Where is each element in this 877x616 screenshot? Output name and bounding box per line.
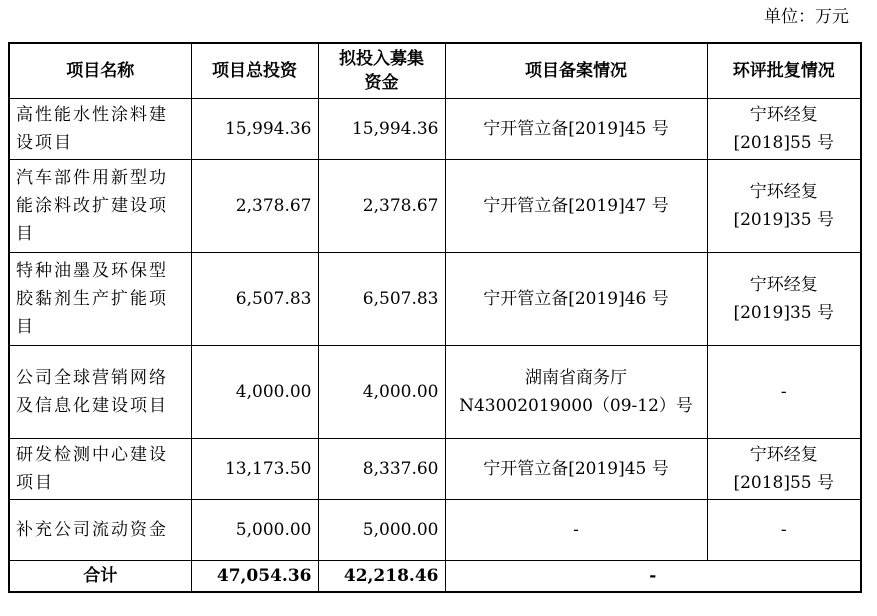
cell-raised-funds: 15,994.36 bbox=[318, 99, 445, 160]
cell-project-name: 研发检测中心建设项目 bbox=[9, 439, 191, 500]
table-row bbox=[9, 160, 861, 253]
cell-eia-line2: [2019]35 号 bbox=[733, 210, 835, 230]
total-row bbox=[9, 561, 861, 593]
cell-eia-line1: - bbox=[780, 520, 787, 540]
cell-raised-funds: 4,000.00 bbox=[318, 346, 445, 439]
header-total-investment: 项目总投资 bbox=[191, 43, 318, 99]
cell-eia-line2: [2018]55 号 bbox=[733, 133, 835, 153]
cell-filing bbox=[445, 346, 707, 439]
investment-projects-table bbox=[8, 42, 862, 593]
cell-project-name: 补充公司流动资金 bbox=[9, 500, 191, 561]
table-row bbox=[9, 346, 861, 439]
cell-eia bbox=[707, 253, 861, 346]
cell-total-investment: 5,000.00 bbox=[191, 500, 318, 561]
cell-eia bbox=[707, 500, 861, 561]
cell-eia bbox=[707, 346, 861, 439]
header-raised-funds-line1: 拟投入募集 bbox=[339, 49, 424, 69]
table-row bbox=[9, 439, 861, 500]
cell-filing bbox=[445, 500, 707, 561]
cell-filing bbox=[445, 253, 707, 346]
header-filing: 项目备案情况 bbox=[445, 43, 707, 99]
table-row bbox=[9, 253, 861, 346]
cell-eia-line2: [2019]35 号 bbox=[733, 303, 835, 323]
total-label: 合计 bbox=[9, 561, 191, 593]
cell-raised-funds: 8,337.60 bbox=[318, 439, 445, 500]
cell-filing-line2: N43002019000（09-12）号 bbox=[459, 396, 693, 416]
cell-project-name: 特种油墨及环保型胶黏剂生产扩能项目 bbox=[9, 253, 191, 346]
cell-eia-line1: 宁环经复 bbox=[749, 105, 818, 125]
header-eia: 环评批复情况 bbox=[707, 43, 861, 99]
cell-filing-line1: 宁开管立备[2019]46 号 bbox=[483, 289, 669, 309]
cell-eia-line2: [2018]55 号 bbox=[733, 473, 835, 493]
table-header-row bbox=[9, 43, 861, 99]
cell-filing-line1: 宁开管立备[2019]45 号 bbox=[483, 459, 669, 479]
header-raised-funds-line2: 资金 bbox=[364, 73, 399, 93]
cell-filing-line1: 宁开管立备[2019]45 号 bbox=[483, 119, 669, 139]
unit-label: 单位：万元 bbox=[764, 7, 849, 27]
cell-eia bbox=[707, 160, 861, 253]
cell-project-name: 公司全球营销网络及信息化建设项目 bbox=[9, 346, 191, 439]
cell-eia bbox=[707, 439, 861, 500]
cell-eia bbox=[707, 99, 861, 160]
cell-total-investment: 4,000.00 bbox=[191, 346, 318, 439]
cell-filing bbox=[445, 99, 707, 160]
cell-filing-line1: 湖南省商务厅 bbox=[525, 368, 627, 388]
header-raised-funds bbox=[318, 43, 445, 99]
cell-eia-line1: 宁环经复 bbox=[749, 445, 818, 465]
cell-filing-line1: 宁开管立备[2019]47 号 bbox=[483, 196, 669, 216]
cell-filing-line1: - bbox=[573, 520, 579, 540]
cell-filing bbox=[445, 439, 707, 500]
total-investment-sum: 47,054.36 bbox=[191, 561, 318, 593]
total-merged-cell: - bbox=[445, 561, 861, 593]
cell-total-investment: 2,378.67 bbox=[191, 160, 318, 253]
table-row bbox=[9, 99, 861, 160]
cell-eia-line1: - bbox=[780, 382, 787, 402]
cell-total-investment: 6,507.83 bbox=[191, 253, 318, 346]
header-project-name: 项目名称 bbox=[9, 43, 191, 99]
cell-project-name: 汽车部件用新型功能涂料改扩建设项目 bbox=[9, 160, 191, 253]
cell-raised-funds: 2,378.67 bbox=[318, 160, 445, 253]
cell-total-investment: 15,994.36 bbox=[191, 99, 318, 160]
cell-total-investment: 13,173.50 bbox=[191, 439, 318, 500]
cell-raised-funds: 6,507.83 bbox=[318, 253, 445, 346]
cell-filing bbox=[445, 160, 707, 253]
cell-raised-funds: 5,000.00 bbox=[318, 500, 445, 561]
cell-project-name: 高性能水性涂料建设项目 bbox=[9, 99, 191, 160]
cell-eia-line1: 宁环经复 bbox=[749, 182, 818, 202]
table-row bbox=[9, 500, 861, 561]
total-raised-funds-sum: 42,218.46 bbox=[318, 561, 445, 593]
cell-eia-line1: 宁环经复 bbox=[749, 275, 818, 295]
